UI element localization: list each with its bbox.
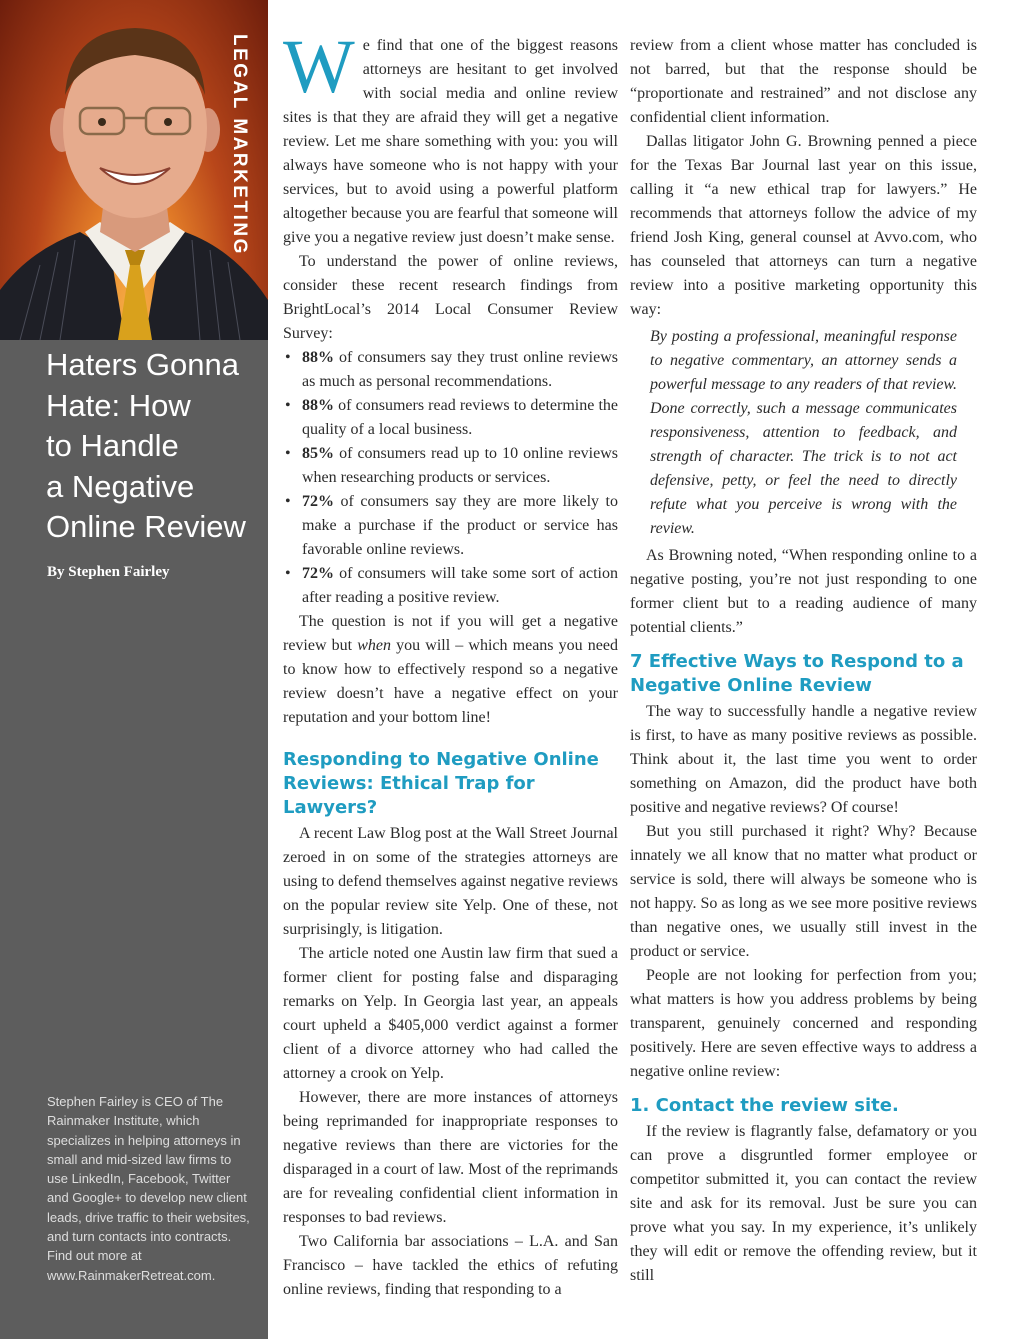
stat-value: 85% [302,445,334,462]
subsection-heading: 1. Contact the review site. [630,1095,899,1116]
stat-text: of consumers say they are more likely to make a purchase if the product or service has favorable online reviews. [302,493,618,558]
list-item [283,562,618,610]
section-heading: 7 Effective Ways to Respond to a Negative Online Review [630,651,964,696]
stat-value: 88% [302,397,334,414]
stats-list [283,346,618,610]
title-line: a Negative [46,468,195,504]
sidebar [0,0,268,1339]
paragraph: But you still purchased it right? Why? Because innately we all know that no matter what product or service is sold, there will always be someone who is not happy. So as long as we see more positive reviews than negative ones, we usually still invest in the product or service. [630,823,977,960]
paragraph: As Browning noted, “When responding online to a negative posting, you’re not just responding to one former client but to a reading audience of many potential clients.” [630,547,977,636]
title-line: Hate: How [46,387,191,423]
paragraph: review from a client whose matter has concluded is not barred, but that the response should be “proportionate and restrained” and not disclose any confidential client information. [630,37,977,126]
stat-text: of consumers read reviews to determine the quality of a local business. [302,397,618,438]
paragraph: Dallas litigator John G. Browning penned a piece for the Texas Bar Journal last year on this issue, calling it “a new ethical trap for lawyers.” He recommends that attorneys follow the advice of my friend Josh King, general counsel at Avvo.com, who has counseled that attorneys can turn a negative review into a positive marketing opportunity this way: [630,133,977,318]
paragraph: The way to successfully handle a negative review is first, to have as many positive reviews as possible. Think about it, the last time you went to order something on Amazon, did the product have both positive and negative reviews? Of course! [630,703,977,816]
title-line: to Handle [46,428,179,463]
paragraph: Two California bar associations – L.A. and San Francisco – have tackled the ethics of refuting online reviews, finding that responding to a [283,1233,618,1298]
title-line: Online Review [46,509,246,544]
list-item [283,442,618,490]
paragraph [283,610,618,730]
section-heading: Responding to Negative Online Reviews: Ethical Trap for Lawyers? [283,749,599,818]
block-quote [650,325,957,541]
stat-text: of consumers say they trust online reviews as much as personal recommendations. [302,349,618,390]
paragraph-text: The question is not if you will get a negative review but [283,613,618,654]
paragraph: However, there are more instances of attorneys being reprimanded for inappropriate responses to negative reviews than there are victories for the disparaged in a court of law. Most of the reprimands are for revealing confidential client information in responses to bad reviews. [283,1089,618,1226]
paragraph: If the review is flagrantly false, defamatory or you can prove a disgruntled former employee or competitor submitted it, you can contact the review site and ask for its removal. Just be sure you can prove what you say. In my experience, it’s unlikely they will edit or remove the offending review, but it still [630,1123,977,1284]
paragraph: The article noted one Austin law firm that sued a former client for posting false and disparaging remarks on Yelp. In Georgia last year, an appeals court upheld a $405,000 verdict against a former client of a divorce attorney who had called the attorney a crook on Yelp. [283,945,618,1082]
paragraph: A recent Law Blog post at the Wall Street Journal zeroed in on some of the strategies attorneys are using to defend themselves against negative reviews on the popular review site Yelp. One of these, not surprisingly, is litigation. [283,825,619,938]
list-item [283,394,618,442]
drop-cap: W [283,25,355,109]
paragraph: To understand the power of online reviews, consider these recent research findings from BrightLocal’s 2014 Local Consumer Review Survey: [283,253,618,342]
stat-text: of consumers read up to 10 online reviews when researching products or services. [302,445,618,486]
byline: By Stephen Fairley [47,564,170,580]
stat-value: 88% [302,349,334,366]
section-label-text: LEGAL MARKETING [229,34,250,256]
stat-text: of consumers will take some sort of action after reading a positive review. [302,565,618,606]
paragraph: People are not looking for perfection from you; what matters is how you address problems by being transparent, genuinely concerned and responding positively. Here are seven effective ways to address a negative online review: [630,967,977,1080]
article-title [46,345,261,548]
column-1 [283,25,619,1302]
column-2 [630,34,977,1288]
section-label [222,34,252,254]
list-item [283,490,618,562]
stat-value: 72% [302,565,334,582]
author-bio: Stephen Fairley is CEO of The Rainmaker Institute, which specializes in helping attorneys in small and mid-sized law firms to use LinkedIn, Facebook, Twitter and Google+ to develop new client leads, drive traffic to their websites, and turn contacts into contracts. Find out more at www.RainmakerRetreat.com. [47,1094,250,1283]
quote-text: By posting a professional, meaningful response to negative commentary, an attorney sends a powerful message to any readers of that review. Done correctly, such a message communicates responsiveness, attention to feedback, and strength of character. The trick is to not act defensive, petty, or feel the need to directly refute what you perceive is wrong with the review. [650,328,957,537]
title-line: Haters Gonna [46,347,239,382]
intro-paragraph [283,25,618,250]
stat-value: 72% [302,493,334,510]
list-item [283,346,618,394]
paragraph-text: you will – which means you need to know how to effectively respond so a negative review doesn’t have a negative effect on your reputation and your bottom line! [283,637,618,726]
emphasis: when [357,637,392,654]
intro-text: e find that one of the biggest reasons attorneys are hesitant to get involved with social media and online review sites is that they are afraid they will get a negative review. Let me share something with you: you will always have someone who is not happy with your services, but to avoid using a powerful platform altogether because you are fearful that someone will give you a negative review just doesn’t make sense. [283,37,618,246]
